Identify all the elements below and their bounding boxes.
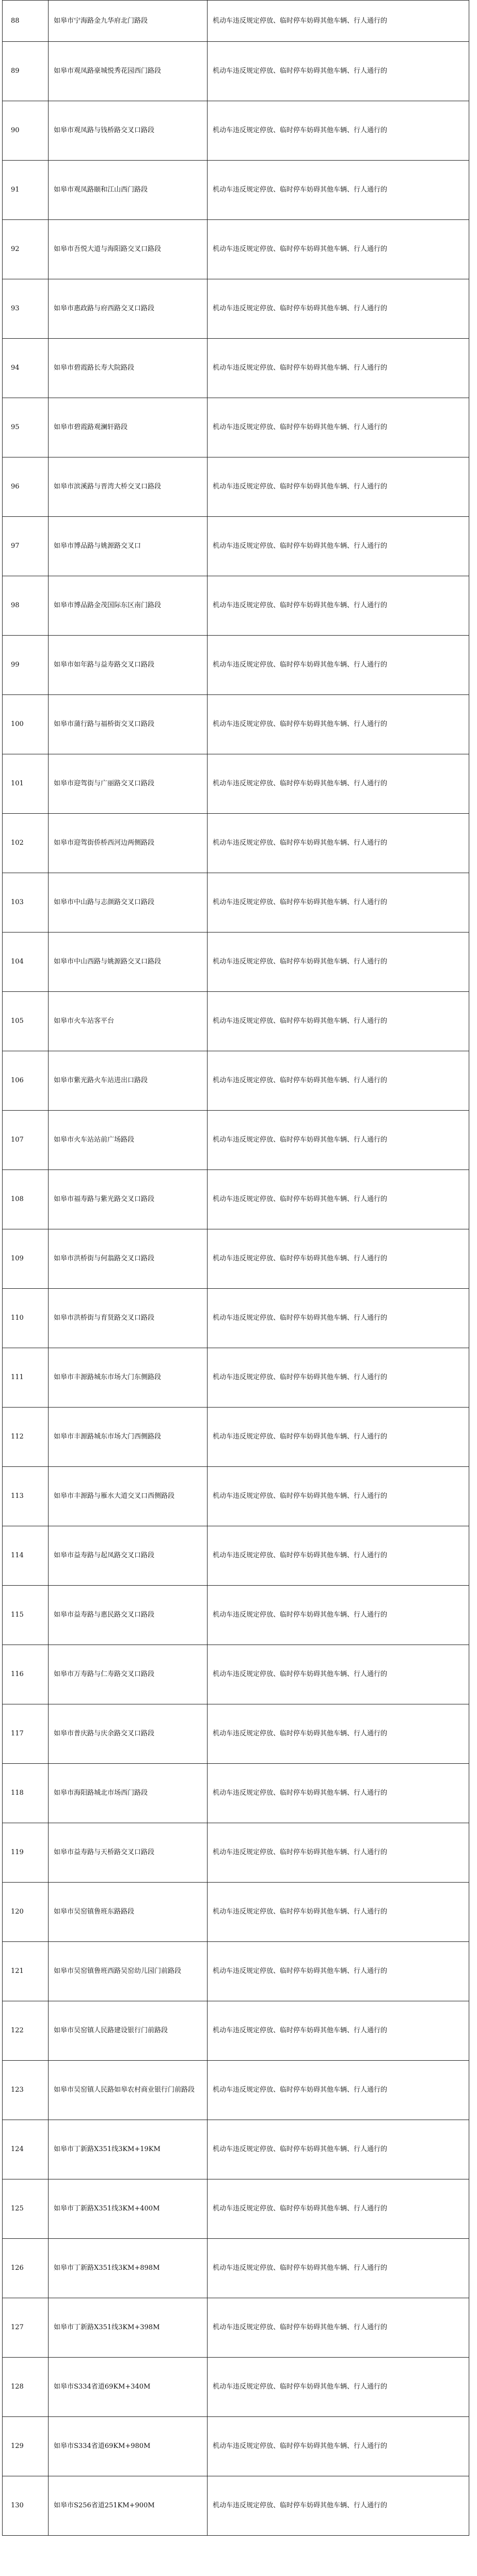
offense-cell: 机动车违反规定停放、临时停车妨碍其他车辆、行人通行的 xyxy=(208,1467,469,1526)
table-row xyxy=(3,873,469,933)
row-number-cell: 99 xyxy=(3,636,49,695)
offense-cell: 机动车违反规定停放、临时停车妨碍其他车辆、行人通行的 xyxy=(208,161,469,220)
row-number-cell: 103 xyxy=(3,873,49,933)
row-number-cell: 92 xyxy=(3,220,49,279)
offense-cell: 机动车违反规定停放、临时停车妨碍其他车辆、行人通行的 xyxy=(208,1704,469,1764)
offense-cell: 机动车违反规定停放、临时停车妨碍其他车辆、行人通行的 xyxy=(208,933,469,992)
location-cell: 如皋市滨溪路与晋湾大桥交叉口路段 xyxy=(49,457,208,517)
offense-cell: 机动车违反规定停放、临时停车妨碍其他车辆、行人通行的 xyxy=(208,1,469,42)
table-row xyxy=(3,2120,469,2179)
table-row xyxy=(3,1348,469,1408)
row-number-cell: 127 xyxy=(3,2298,49,2358)
table-row xyxy=(3,933,469,992)
location-cell: 如皋市中山路与志颜路交叉口路段 xyxy=(49,873,208,933)
offense-cell: 机动车违反规定停放、临时停车妨碍其他车辆、行人通行的 xyxy=(208,457,469,517)
location-cell: 如皋市吴窑镇鲁班东路路段 xyxy=(49,1883,208,1942)
table-row xyxy=(3,1051,469,1111)
offense-cell: 机动车违反规定停放、临时停车妨碍其他车辆、行人通行的 xyxy=(208,1526,469,1586)
location-cell: 如皋市观凤路豪城悦秀花园西门路段 xyxy=(49,42,208,101)
location-cell: 如皋市丁新路X351线3KM+898M xyxy=(49,2239,208,2298)
offense-cell: 机动车违反规定停放、临时停车妨碍其他车辆、行人通行的 xyxy=(208,1823,469,1883)
offense-cell: 机动车违反规定停放、临时停车妨碍其他车辆、行人通行的 xyxy=(208,2358,469,2417)
table-row xyxy=(3,636,469,695)
table-row xyxy=(3,2358,469,2417)
location-cell: 如皋市丁新路X351线3KM+400M xyxy=(49,2179,208,2239)
table-row xyxy=(3,101,469,161)
location-cell: 如皋市观凤路与钱桥路交叉口路段 xyxy=(49,101,208,161)
table-body xyxy=(3,1,469,2536)
row-number-cell: 101 xyxy=(3,754,49,814)
location-cell: 如皋市碧霞路长寿大院路段 xyxy=(49,339,208,398)
offense-cell: 机动车违反规定停放、临时停车妨碍其他车辆、行人通行的 xyxy=(208,101,469,161)
table-row xyxy=(3,2298,469,2358)
row-number-cell: 111 xyxy=(3,1348,49,1408)
location-cell: 如皋市丰源路城东市场大门东侧路段 xyxy=(49,1348,208,1408)
row-number-cell: 121 xyxy=(3,1942,49,2001)
row-number-cell: 110 xyxy=(3,1289,49,1348)
table-row xyxy=(3,1289,469,1348)
offense-cell: 机动车违反规定停放、临时停车妨碍其他车辆、行人通行的 xyxy=(208,1348,469,1408)
row-number-cell: 95 xyxy=(3,398,49,457)
table-row xyxy=(3,42,469,101)
row-number-cell: 109 xyxy=(3,1229,49,1289)
table-row xyxy=(3,1170,469,1229)
row-number-cell: 100 xyxy=(3,695,49,754)
location-cell: 如皋市丰源路城东市场大门西侧路段 xyxy=(49,1408,208,1467)
offense-cell: 机动车违反规定停放、临时停车妨碍其他车辆、行人通行的 xyxy=(208,398,469,457)
row-number-cell: 106 xyxy=(3,1051,49,1111)
offense-cell: 机动车违反规定停放、临时停车妨碍其他车辆、行人通行的 xyxy=(208,1883,469,1942)
table-row xyxy=(3,814,469,873)
row-number-cell: 91 xyxy=(3,161,49,220)
row-number-cell: 102 xyxy=(3,814,49,873)
location-cell: 如皋市中山西路与姚源路交叉口路段 xyxy=(49,933,208,992)
table-row xyxy=(3,1111,469,1170)
location-cell: 如皋市火车站站前广场路段 xyxy=(49,1111,208,1170)
row-number-cell: 129 xyxy=(3,2417,49,2476)
table-row xyxy=(3,457,469,517)
offense-cell: 机动车违反规定停放、临时停车妨碍其他车辆、行人通行的 xyxy=(208,1586,469,1645)
table-row xyxy=(3,1704,469,1764)
violation-locations-table xyxy=(2,0,469,2536)
row-number-cell: 120 xyxy=(3,1883,49,1942)
location-cell: 如皋市丁新路X351线3KM+19KM xyxy=(49,2120,208,2179)
offense-cell: 机动车违反规定停放、临时停车妨碍其他车辆、行人通行的 xyxy=(208,2239,469,2298)
offense-cell: 机动车违反规定停放、临时停车妨碍其他车辆、行人通行的 xyxy=(208,2476,469,2536)
location-cell: 如皋市迎驾街与广丽路交叉口路段 xyxy=(49,754,208,814)
location-cell: 如皋市紫光路火车站进出口路段 xyxy=(49,1051,208,1111)
location-cell: 如皋市S256省道251KM+900M xyxy=(49,2476,208,2536)
row-number-cell: 104 xyxy=(3,933,49,992)
table-row xyxy=(3,339,469,398)
row-number-cell: 122 xyxy=(3,2001,49,2061)
offense-cell: 机动车违反规定停放、临时停车妨碍其他车辆、行人通行的 xyxy=(208,1289,469,1348)
location-cell: 如皋市火车站客平台 xyxy=(49,992,208,1051)
row-number-cell: 89 xyxy=(3,42,49,101)
table-row xyxy=(3,1,469,42)
location-cell: 如皋市迎驾街侨桥西河边两侧路段 xyxy=(49,814,208,873)
table-row xyxy=(3,1823,469,1883)
table-row xyxy=(3,2179,469,2239)
row-number-cell: 116 xyxy=(3,1645,49,1704)
table-row xyxy=(3,2417,469,2476)
row-number-cell: 97 xyxy=(3,517,49,576)
table-row xyxy=(3,1883,469,1942)
offense-cell: 机动车违反规定停放、临时停车妨碍其他车辆、行人通行的 xyxy=(208,576,469,636)
table-row xyxy=(3,398,469,457)
offense-cell: 机动车违反规定停放、临时停车妨碍其他车辆、行人通行的 xyxy=(208,2179,469,2239)
row-number-cell: 107 xyxy=(3,1111,49,1170)
offense-cell: 机动车违反规定停放、临时停车妨碍其他车辆、行人通行的 xyxy=(208,814,469,873)
row-number-cell: 119 xyxy=(3,1823,49,1883)
offense-cell: 机动车违反规定停放、临时停车妨碍其他车辆、行人通行的 xyxy=(208,2120,469,2179)
table-row xyxy=(3,517,469,576)
table-row xyxy=(3,1645,469,1704)
row-number-cell: 125 xyxy=(3,2179,49,2239)
location-cell: 如皋市吴窑镇人民路如皋农村商业银行门前路段 xyxy=(49,2061,208,2120)
row-number-cell: 94 xyxy=(3,339,49,398)
table-row xyxy=(3,2476,469,2536)
offense-cell: 机动车违反规定停放、临时停车妨碍其他车辆、行人通行的 xyxy=(208,42,469,101)
location-cell: 如皋市普庆路与庆余路交叉口路段 xyxy=(49,1704,208,1764)
offense-cell: 机动车违反规定停放、临时停车妨碍其他车辆、行人通行的 xyxy=(208,517,469,576)
offense-cell: 机动车违反规定停放、临时停车妨碍其他车辆、行人通行的 xyxy=(208,636,469,695)
row-number-cell: 105 xyxy=(3,992,49,1051)
location-cell: 如皋市海阳路城北市场西门路段 xyxy=(49,1764,208,1823)
offense-cell: 机动车违反规定停放、临时停车妨碍其他车辆、行人通行的 xyxy=(208,992,469,1051)
table-row xyxy=(3,576,469,636)
offense-cell: 机动车违反规定停放、临时停车妨碍其他车辆、行人通行的 xyxy=(208,1111,469,1170)
offense-cell: 机动车违反规定停放、临时停车妨碍其他车辆、行人通行的 xyxy=(208,873,469,933)
location-cell: 如皋市福寿路与紫光路交叉口路段 xyxy=(49,1170,208,1229)
table-row xyxy=(3,1408,469,1467)
offense-cell: 机动车违反规定停放、临时停车妨碍其他车辆、行人通行的 xyxy=(208,1229,469,1289)
offense-cell: 机动车违反规定停放、临时停车妨碍其他车辆、行人通行的 xyxy=(208,1051,469,1111)
location-cell: 如皋市惠政路与府西路交叉口路段 xyxy=(49,279,208,339)
offense-cell: 机动车违反规定停放、临时停车妨碍其他车辆、行人通行的 xyxy=(208,2417,469,2476)
table-row xyxy=(3,1467,469,1526)
offense-cell: 机动车违反规定停放、临时停车妨碍其他车辆、行人通行的 xyxy=(208,1942,469,2001)
location-cell: 如皋市博品路金茂国际东区南门路段 xyxy=(49,576,208,636)
offense-cell: 机动车违反规定停放、临时停车妨碍其他车辆、行人通行的 xyxy=(208,220,469,279)
location-cell: 如皋市吴窑镇鲁班西路吴窑幼儿园门前路段 xyxy=(49,1942,208,2001)
row-number-cell: 124 xyxy=(3,2120,49,2179)
location-cell: 如皋市蒲行路与福桥街交叉口路段 xyxy=(49,695,208,754)
location-cell: 如皋市如年路与益寿路交叉口路段 xyxy=(49,636,208,695)
row-number-cell: 112 xyxy=(3,1408,49,1467)
row-number-cell: 123 xyxy=(3,2061,49,2120)
table-row xyxy=(3,220,469,279)
offense-cell: 机动车违反规定停放、临时停车妨碍其他车辆、行人通行的 xyxy=(208,1764,469,1823)
location-cell: 如皋市吾悦大道与海阳路交叉口路段 xyxy=(49,220,208,279)
location-cell: 如皋市洪桥街与育贤路交叉口路段 xyxy=(49,1289,208,1348)
location-cell: 如皋市S334省道69KM+340M xyxy=(49,2358,208,2417)
offense-cell: 机动车违反规定停放、临时停车妨碍其他车辆、行人通行的 xyxy=(208,2061,469,2120)
table-row xyxy=(3,2239,469,2298)
location-cell: 如皋市博品路与姚源路交叉口 xyxy=(49,517,208,576)
row-number-cell: 88 xyxy=(3,1,49,42)
location-cell: 如皋市万寿路与仁寿路交叉口路段 xyxy=(49,1645,208,1704)
row-number-cell: 115 xyxy=(3,1586,49,1645)
row-number-cell: 126 xyxy=(3,2239,49,2298)
location-cell: 如皋市丰源路与雁水大道交叉口西侧路段 xyxy=(49,1467,208,1526)
location-cell: 如皋市宁海路金九华府北门路段 xyxy=(49,1,208,42)
location-cell: 如皋市碧霞路观澜轩路段 xyxy=(49,398,208,457)
location-cell: 如皋市S334省道69KM+980M xyxy=(49,2417,208,2476)
row-number-cell: 93 xyxy=(3,279,49,339)
row-number-cell: 114 xyxy=(3,1526,49,1586)
location-cell: 如皋市洪桥街与何翁路交叉口路段 xyxy=(49,1229,208,1289)
table-row xyxy=(3,2061,469,2120)
location-cell: 如皋市益寿路与惠民路交叉口路段 xyxy=(49,1586,208,1645)
offense-cell: 机动车违反规定停放、临时停车妨碍其他车辆、行人通行的 xyxy=(208,279,469,339)
table-row xyxy=(3,1526,469,1586)
location-cell: 如皋市益寿路与起凤路交叉口路段 xyxy=(49,1526,208,1586)
table-row xyxy=(3,279,469,339)
location-cell: 如皋市观凤路颐和江山西门路段 xyxy=(49,161,208,220)
location-cell: 如皋市益寿路与天桥路交叉口路段 xyxy=(49,1823,208,1883)
table-row xyxy=(3,1229,469,1289)
location-cell: 如皋市吴窑镇人民路建设银行门前路段 xyxy=(49,2001,208,2061)
offense-cell: 机动车违反规定停放、临时停车妨碍其他车辆、行人通行的 xyxy=(208,1170,469,1229)
table-row xyxy=(3,695,469,754)
row-number-cell: 90 xyxy=(3,101,49,161)
row-number-cell: 128 xyxy=(3,2358,49,2417)
table-row xyxy=(3,2001,469,2061)
row-number-cell: 96 xyxy=(3,457,49,517)
row-number-cell: 98 xyxy=(3,576,49,636)
row-number-cell: 108 xyxy=(3,1170,49,1229)
location-cell: 如皋市丁新路X351线3KM+398M xyxy=(49,2298,208,2358)
table-row xyxy=(3,161,469,220)
table-row xyxy=(3,992,469,1051)
table-row xyxy=(3,1586,469,1645)
offense-cell: 机动车违反规定停放、临时停车妨碍其他车辆、行人通行的 xyxy=(208,2298,469,2358)
row-number-cell: 117 xyxy=(3,1704,49,1764)
offense-cell: 机动车违反规定停放、临时停车妨碍其他车辆、行人通行的 xyxy=(208,1408,469,1467)
offense-cell: 机动车违反规定停放、临时停车妨碍其他车辆、行人通行的 xyxy=(208,2001,469,2061)
row-number-cell: 118 xyxy=(3,1764,49,1823)
offense-cell: 机动车违反规定停放、临时停车妨碍其他车辆、行人通行的 xyxy=(208,339,469,398)
offense-cell: 机动车违反规定停放、临时停车妨碍其他车辆、行人通行的 xyxy=(208,1645,469,1704)
row-number-cell: 130 xyxy=(3,2476,49,2536)
row-number-cell: 113 xyxy=(3,1467,49,1526)
offense-cell: 机动车违反规定停放、临时停车妨碍其他车辆、行人通行的 xyxy=(208,754,469,814)
table-row xyxy=(3,1942,469,2001)
table-row xyxy=(3,754,469,814)
table-row xyxy=(3,1764,469,1823)
offense-cell: 机动车违反规定停放、临时停车妨碍其他车辆、行人通行的 xyxy=(208,695,469,754)
